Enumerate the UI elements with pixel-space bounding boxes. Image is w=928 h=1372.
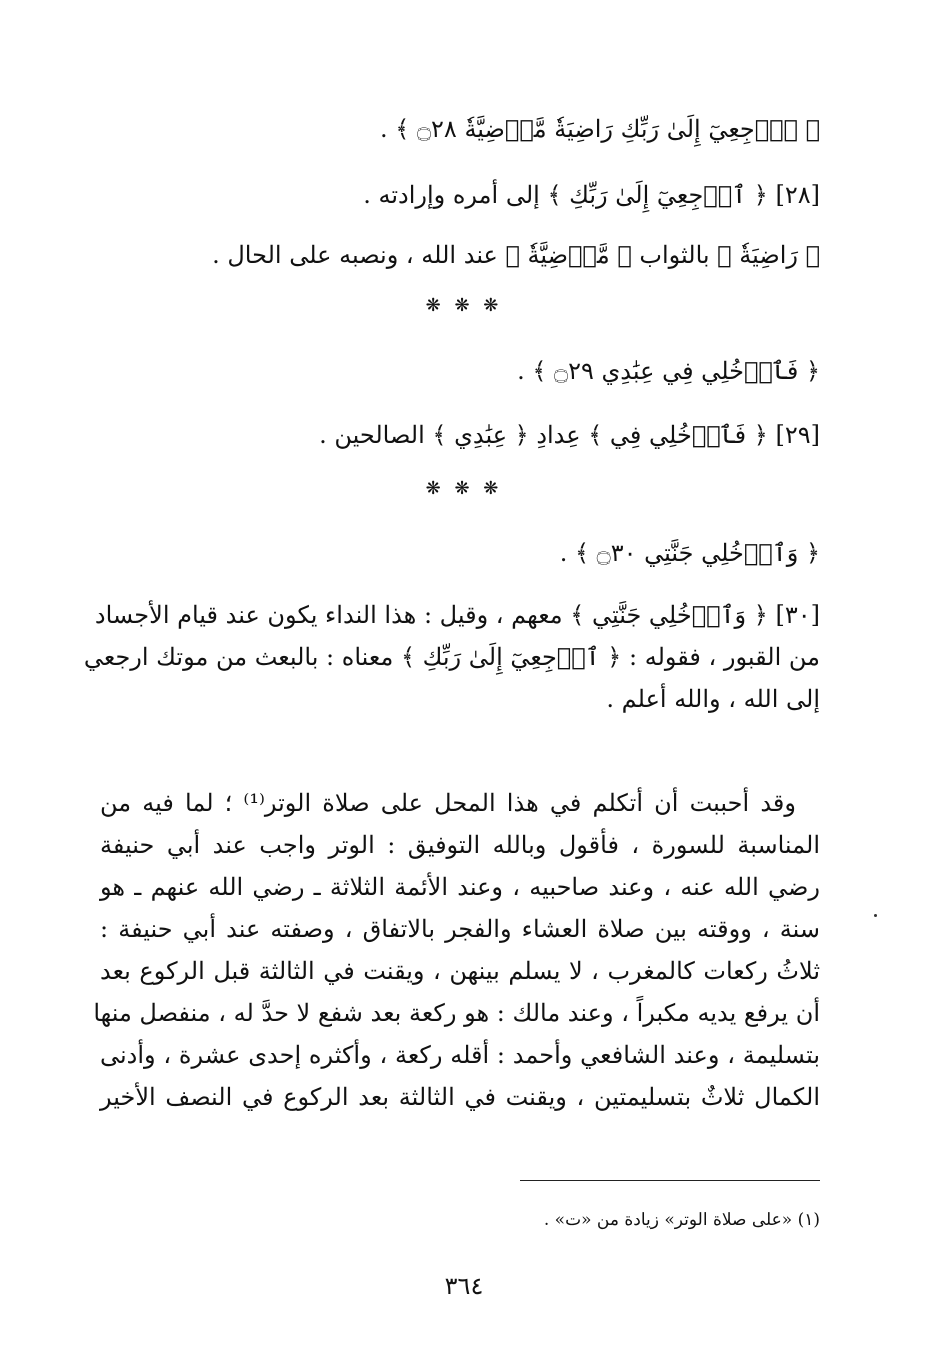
verse-29: ﴿ فَٱدۡخُلِي فِي عِبَٰدِي ۝٢٩ ﴾ . xyxy=(517,357,820,385)
section-separator: ❋ ❋ ❋ xyxy=(425,478,503,499)
paragraph-line: سنة ، ووقته بين صلاة العشاء والفجر بالاتفاق ، وصفته عند أبي حنيفة : xyxy=(100,915,820,943)
verse-28: ﴿ ٱرۡجِعِيٓ إِلَىٰ رَبِّكِ رَاضِيَةٗ مَّرۡضِيَّةٗ ۝٢٨ ﴾ . xyxy=(380,115,820,143)
commentary-28-line-2: ﴿ رَاضِيَةٗ ﴾ بالثواب ﴿ مَّرۡضِيَّةٗ ﴾ عند الله ، ونصبه على الحال . xyxy=(212,241,820,269)
paragraph-line: إلى الله ، والله أعلم . xyxy=(606,685,820,713)
paragraph-line: الكمال ثلاثٌ بتسليمتين ، ويقنت في الثالثة بعد الركوع في النصف الأخير xyxy=(100,1083,820,1111)
commentary-28-line-1: [٢٨] ﴿ ٱرۡجِعِيٓ إِلَىٰ رَبِّكِ ﴾ إلى أمره وإرادته . xyxy=(363,181,820,209)
witr-paragraph xyxy=(93,782,820,1118)
commentary-30-paragraph xyxy=(83,594,820,720)
paragraph-line: ثلاثُ ركعات كالمغرب ، لا يسلم بينهن ، ويقنت في الثالثة قبل الركوع بعد xyxy=(100,957,820,985)
footnote-divider xyxy=(520,1180,820,1181)
paragraph-line: المناسبة للسورة ، فأقول وبالله التوفيق : الوتر واجب عند أبي حنيفة xyxy=(100,831,820,859)
paragraph-line: بتسليمة ، وعند الشافعي وأحمد : أقله ركعة ، وأكثره إحدى عشرة ، وأدنى xyxy=(100,1041,820,1069)
paragraph-line: رضي الله عنه ، وعند صاحبيه ، وعند الأئمة الثلاثة ـ رضي الله عنهم ـ هو xyxy=(100,873,820,901)
paragraph-line: وقد أحببت أن أتكلم في هذا المحل على صلاة الوتر⁽¹⁾ ؛ لما فيه من xyxy=(100,789,796,817)
section-separator: ❋ ❋ ❋ xyxy=(425,295,503,316)
paragraph-line: من القبور ، فقوله : ﴿ ٱرۡجِعِيٓ إِلَىٰ رَبِّكِ ﴾ معناه : بالبعث من موتك ارجعي xyxy=(83,643,820,671)
paragraph-line: [٣٠] ﴿ وَٱدۡخُلِي جَنَّتِي ﴾ معهم ، وقيل : هذا النداء يكون عند قيام الأجساد xyxy=(94,601,820,629)
page-number: ٣٦٤ xyxy=(444,1272,484,1300)
footnote: (١) «على صلاة الوتر» زيادة من «ت» . xyxy=(543,1210,820,1230)
commentary-29: [٢٩] ﴿ فَٱدۡخُلِي فِي ﴾ عِدادِ ﴿ عِبَٰدِي ﴾ الصالحين . xyxy=(319,421,820,449)
verse-30: ﴿ وَٱدۡخُلِي جَنَّتِي ۝٣٠ ﴾ . xyxy=(559,539,820,567)
stray-mark xyxy=(874,914,877,917)
paragraph-line: أن يرفع يديه مكبراً ، وعند مالك : هو ركعة بعد شفع لا حدَّ له ، منفصل منها xyxy=(93,999,820,1027)
